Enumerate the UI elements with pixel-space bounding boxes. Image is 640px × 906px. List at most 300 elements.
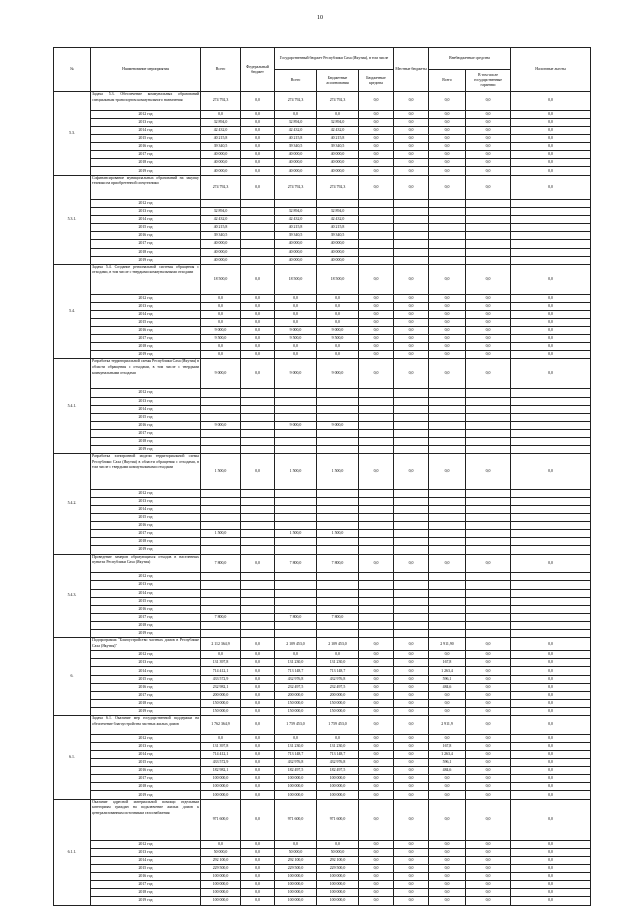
block-value-og: 0,0 bbox=[466, 175, 511, 199]
year-value bbox=[511, 199, 591, 207]
year-value: 0,0 bbox=[466, 742, 511, 750]
year-value bbox=[429, 413, 466, 421]
year-value bbox=[359, 597, 394, 605]
year-value: 39 340,5 bbox=[275, 143, 317, 151]
year-label: 2015 год bbox=[91, 135, 201, 143]
year-value bbox=[317, 573, 359, 581]
year-label: 2012 год bbox=[91, 110, 201, 118]
year-row bbox=[54, 734, 591, 742]
year-value: 0,0 bbox=[511, 675, 591, 683]
year-row bbox=[54, 581, 591, 589]
year-value: 0,0 bbox=[394, 126, 429, 134]
year-label: 2014 год bbox=[91, 310, 201, 318]
year-value bbox=[317, 597, 359, 605]
year-value bbox=[241, 389, 275, 397]
year-value: 433 572,9 bbox=[201, 675, 241, 683]
year-value: 714 412,1 bbox=[201, 751, 241, 759]
year-label: 2018 год bbox=[91, 159, 201, 167]
year-row bbox=[54, 310, 591, 318]
block-value-total: 2 112 364,9 bbox=[201, 638, 241, 651]
year-value: 0,0 bbox=[359, 881, 394, 889]
year-value: 0,0 bbox=[201, 651, 241, 659]
year-value bbox=[429, 421, 466, 429]
year-value: 0,0 bbox=[201, 294, 241, 302]
year-value: 0,0 bbox=[466, 783, 511, 791]
year-label: 2013 год bbox=[91, 397, 201, 405]
block-value-rsf: 1 759 453,0 bbox=[317, 716, 359, 735]
year-value: 0,0 bbox=[241, 159, 275, 167]
year-value: 7 800,0 bbox=[275, 613, 317, 621]
year-value: 40 215,8 bbox=[201, 135, 241, 143]
block-value-og: 0,0 bbox=[466, 92, 511, 111]
year-value: 0,0 bbox=[511, 659, 591, 667]
year-value bbox=[275, 489, 317, 497]
year-value: 0,0 bbox=[359, 135, 394, 143]
year-row bbox=[54, 389, 591, 397]
block-header-row bbox=[54, 716, 591, 735]
year-value bbox=[317, 429, 359, 437]
block-value-loc: 0,0 bbox=[394, 359, 429, 389]
year-value: 42 432,0 bbox=[201, 216, 241, 224]
year-value: 0,0 bbox=[394, 118, 429, 126]
year-label: 2017 год bbox=[91, 429, 201, 437]
year-row bbox=[54, 397, 591, 405]
year-value bbox=[359, 497, 394, 505]
year-value: 0,0 bbox=[359, 759, 394, 767]
year-label: 2017 год bbox=[91, 775, 201, 783]
year-value: 0,0 bbox=[429, 707, 466, 715]
block-header-row bbox=[54, 638, 591, 651]
year-value: 0,0 bbox=[429, 302, 466, 310]
year-value: 0,0 bbox=[511, 865, 591, 873]
year-value: 0,0 bbox=[359, 751, 394, 759]
year-value bbox=[466, 589, 511, 597]
year-row bbox=[54, 126, 591, 134]
year-value bbox=[359, 530, 394, 538]
year-value: 131 397,8 bbox=[201, 659, 241, 667]
year-value: 9 500,0 bbox=[201, 335, 241, 343]
header-local: Местные бюджеты bbox=[394, 48, 429, 92]
year-value: 0,0 bbox=[429, 889, 466, 897]
year-value bbox=[359, 208, 394, 216]
year-value: 0,0 bbox=[511, 873, 591, 881]
year-value: 0,0 bbox=[241, 135, 275, 143]
year-value bbox=[275, 573, 317, 581]
year-value bbox=[394, 546, 429, 554]
block-value-fed: 0,0 bbox=[241, 799, 275, 840]
year-value bbox=[241, 413, 275, 421]
year-value: 40 000,0 bbox=[275, 151, 317, 159]
year-value bbox=[359, 438, 394, 446]
year-row bbox=[54, 446, 591, 454]
year-label: 2016 год bbox=[91, 605, 201, 613]
year-value bbox=[201, 573, 241, 581]
year-value bbox=[429, 389, 466, 397]
year-value: 150 000,0 bbox=[317, 699, 359, 707]
year-value: 0,0 bbox=[394, 699, 429, 707]
year-value bbox=[359, 389, 394, 397]
year-value: 100 000,0 bbox=[317, 881, 359, 889]
year-value: 0,0 bbox=[359, 110, 394, 118]
block-value-rsf: 2 109 453,0 bbox=[317, 638, 359, 651]
year-value: 0,0 bbox=[359, 699, 394, 707]
year-value: 42 432,0 bbox=[201, 126, 241, 134]
year-value: 0,0 bbox=[394, 783, 429, 791]
year-value: 0,0 bbox=[359, 294, 394, 302]
block-value-og: 0,0 bbox=[466, 454, 511, 490]
year-value: 0,0 bbox=[394, 897, 429, 905]
year-value bbox=[359, 248, 394, 256]
year-value: 0,0 bbox=[359, 742, 394, 750]
year-value bbox=[317, 413, 359, 421]
block-value-rs: 971 600,0 bbox=[275, 799, 317, 840]
block-value-cr: 0,0 bbox=[359, 359, 394, 389]
block-value-total: 274 792,3 bbox=[201, 92, 241, 111]
year-value: 0,0 bbox=[201, 343, 241, 351]
year-value bbox=[275, 605, 317, 613]
budget-table bbox=[53, 47, 591, 906]
header-off-guar: В том числе государственные гарантии bbox=[466, 70, 511, 92]
year-value: 0,0 bbox=[359, 343, 394, 351]
year-value: 0,0 bbox=[275, 110, 317, 118]
year-value: 0,0 bbox=[241, 707, 275, 715]
year-value bbox=[394, 530, 429, 538]
year-value: 229 500,0 bbox=[275, 865, 317, 873]
year-value bbox=[429, 397, 466, 405]
header-federal: Федеральный бюджет bbox=[241, 48, 275, 92]
year-label: 2016 год bbox=[91, 143, 201, 151]
year-value bbox=[317, 621, 359, 629]
year-value: 0,0 bbox=[394, 335, 429, 343]
block-value-rsf: 274 792,3 bbox=[317, 92, 359, 111]
year-value bbox=[511, 248, 591, 256]
year-label: 2015 год bbox=[91, 597, 201, 605]
year-value: 232 497,5 bbox=[275, 683, 317, 691]
year-label: 2013 год bbox=[91, 497, 201, 505]
year-value bbox=[394, 232, 429, 240]
year-value bbox=[359, 621, 394, 629]
year-row bbox=[54, 327, 591, 335]
year-value: 0,0 bbox=[429, 691, 466, 699]
year-value bbox=[201, 522, 241, 530]
year-value: 0,0 bbox=[241, 699, 275, 707]
year-value: 0,0 bbox=[241, 783, 275, 791]
year-value: 0,0 bbox=[201, 310, 241, 318]
year-value: 32 894,0 bbox=[201, 208, 241, 216]
year-value: 40 000,0 bbox=[317, 159, 359, 167]
year-value bbox=[241, 538, 275, 546]
year-value: 0,0 bbox=[466, 699, 511, 707]
year-value bbox=[394, 522, 429, 530]
year-value bbox=[394, 248, 429, 256]
block-header-row bbox=[54, 92, 591, 111]
year-value: 39 340,5 bbox=[317, 143, 359, 151]
year-value: 100 000,0 bbox=[275, 873, 317, 881]
block-value-ot: 0,0 bbox=[429, 454, 466, 490]
year-value: 0,0 bbox=[359, 151, 394, 159]
year-value: 40 000,0 bbox=[317, 256, 359, 264]
year-value: 32 894,0 bbox=[317, 118, 359, 126]
year-value bbox=[241, 546, 275, 554]
year-value bbox=[466, 522, 511, 530]
year-value: 714 412,1 bbox=[201, 667, 241, 675]
year-label: 2013 год bbox=[91, 208, 201, 216]
year-value bbox=[201, 581, 241, 589]
year-value: 0,0 bbox=[241, 151, 275, 159]
year-value bbox=[201, 589, 241, 597]
year-value: 0,0 bbox=[511, 667, 591, 675]
year-value: 0,0 bbox=[275, 343, 317, 351]
year-value: 0,0 bbox=[241, 840, 275, 848]
year-value bbox=[466, 514, 511, 522]
year-value bbox=[359, 505, 394, 513]
year-value: 40 215,8 bbox=[275, 224, 317, 232]
year-value: 0,0 bbox=[394, 683, 429, 691]
year-value: 0,0 bbox=[394, 848, 429, 856]
year-value bbox=[317, 505, 359, 513]
year-row bbox=[54, 294, 591, 302]
header-tax: Налоговые льготы bbox=[511, 48, 591, 92]
year-value bbox=[241, 421, 275, 429]
block-value-cr: 0,0 bbox=[359, 799, 394, 840]
year-value: 0,0 bbox=[429, 327, 466, 335]
year-row bbox=[54, 110, 591, 118]
year-row bbox=[54, 216, 591, 224]
year-value: 0,0 bbox=[466, 707, 511, 715]
year-value bbox=[241, 248, 275, 256]
year-value: 0,0 bbox=[466, 126, 511, 134]
year-value bbox=[317, 522, 359, 530]
year-value: 0,0 bbox=[511, 699, 591, 707]
year-value bbox=[511, 629, 591, 637]
year-value bbox=[394, 605, 429, 613]
year-value bbox=[317, 446, 359, 454]
year-value: 229 500,0 bbox=[317, 865, 359, 873]
year-value: 0,0 bbox=[241, 791, 275, 799]
year-value bbox=[511, 514, 591, 522]
year-label: 2012 год bbox=[91, 489, 201, 497]
year-value bbox=[201, 621, 241, 629]
year-label: 2019 год bbox=[91, 546, 201, 554]
year-value: 0,0 bbox=[241, 759, 275, 767]
year-value bbox=[466, 581, 511, 589]
year-value bbox=[429, 224, 466, 232]
year-value bbox=[394, 497, 429, 505]
year-label: 2019 год bbox=[91, 791, 201, 799]
year-value: 42 432,0 bbox=[275, 216, 317, 224]
year-value bbox=[394, 629, 429, 637]
year-value bbox=[466, 597, 511, 605]
year-value: 0,0 bbox=[394, 310, 429, 318]
year-value bbox=[201, 438, 241, 446]
year-value bbox=[241, 405, 275, 413]
year-value bbox=[359, 429, 394, 437]
year-value: 0,0 bbox=[241, 881, 275, 889]
year-value bbox=[429, 514, 466, 522]
year-value: 0,0 bbox=[466, 327, 511, 335]
year-label: 2012 год bbox=[91, 294, 201, 302]
year-value bbox=[201, 538, 241, 546]
year-value: 0,0 bbox=[241, 742, 275, 750]
year-value: 32 894,0 bbox=[275, 118, 317, 126]
year-label: 2013 год bbox=[91, 581, 201, 589]
year-value bbox=[359, 613, 394, 621]
year-label: 2015 год bbox=[91, 413, 201, 421]
year-value: 0,0 bbox=[394, 791, 429, 799]
year-value: 40 000,0 bbox=[201, 151, 241, 159]
year-value: 0,0 bbox=[394, 167, 429, 175]
year-row bbox=[54, 240, 591, 248]
year-value: 150 000,0 bbox=[201, 707, 241, 715]
year-value: 0,0 bbox=[466, 118, 511, 126]
year-value: 0,0 bbox=[429, 310, 466, 318]
block-value-og: 0,0 bbox=[466, 359, 511, 389]
year-value: 0,0 bbox=[394, 343, 429, 351]
year-value: 100 000,0 bbox=[317, 791, 359, 799]
year-row bbox=[54, 783, 591, 791]
year-value bbox=[275, 397, 317, 405]
year-label: 2014 год bbox=[91, 505, 201, 513]
year-value: 0,0 bbox=[359, 873, 394, 881]
year-value: 40 000,0 bbox=[317, 151, 359, 159]
block-number: 6. bbox=[54, 638, 91, 716]
year-row bbox=[54, 856, 591, 864]
year-value bbox=[394, 505, 429, 513]
year-value: 229 500,0 bbox=[201, 865, 241, 873]
year-value: 0,0 bbox=[511, 126, 591, 134]
year-value: 0,0 bbox=[359, 783, 394, 791]
year-value: 0,0 bbox=[201, 110, 241, 118]
year-value: 40 000,0 bbox=[201, 240, 241, 248]
year-value: 0,0 bbox=[275, 318, 317, 326]
year-value: 0,0 bbox=[429, 318, 466, 326]
year-value: 1 500,0 bbox=[317, 530, 359, 538]
year-value bbox=[466, 421, 511, 429]
year-value: 0,0 bbox=[241, 343, 275, 351]
year-value: 0,0 bbox=[201, 734, 241, 742]
year-label: 2019 год bbox=[91, 629, 201, 637]
block-value-rs: 1 759 453,0 bbox=[275, 716, 317, 735]
year-value: 0,0 bbox=[317, 110, 359, 118]
year-value: 0,0 bbox=[359, 775, 394, 783]
year-label: 2016 год bbox=[91, 683, 201, 691]
year-value: 200 000,0 bbox=[275, 691, 317, 699]
year-value: 50 000,0 bbox=[275, 848, 317, 856]
year-label: 2018 год bbox=[91, 699, 201, 707]
year-value bbox=[466, 497, 511, 505]
year-row bbox=[54, 683, 591, 691]
year-label: 2016 год bbox=[91, 873, 201, 881]
year-row bbox=[54, 621, 591, 629]
year-value: 0,0 bbox=[466, 734, 511, 742]
year-value bbox=[359, 413, 394, 421]
year-value: 0,0 bbox=[394, 751, 429, 759]
year-value bbox=[511, 538, 591, 546]
year-value bbox=[511, 546, 591, 554]
year-value: 0,0 bbox=[201, 351, 241, 359]
year-value bbox=[275, 581, 317, 589]
block-value-cr: 0,0 bbox=[359, 716, 394, 735]
block-value-fed: 0,0 bbox=[241, 264, 275, 294]
year-value bbox=[241, 397, 275, 405]
year-row bbox=[54, 699, 591, 707]
year-value: 0,0 bbox=[317, 302, 359, 310]
year-row bbox=[54, 302, 591, 310]
year-label: 2012 год bbox=[91, 840, 201, 848]
year-value bbox=[359, 397, 394, 405]
year-row bbox=[54, 489, 591, 497]
year-value: 39 340,5 bbox=[201, 232, 241, 240]
year-value: 0,0 bbox=[511, 881, 591, 889]
year-value: 0,0 bbox=[359, 691, 394, 699]
year-value bbox=[466, 613, 511, 621]
year-row bbox=[54, 343, 591, 351]
year-value: 0,0 bbox=[359, 683, 394, 691]
block-value-rsf: 971 600,0 bbox=[317, 799, 359, 840]
year-value: 100 000,0 bbox=[201, 783, 241, 791]
year-value bbox=[394, 489, 429, 497]
year-label: 2014 год bbox=[91, 667, 201, 675]
year-label: 2015 год bbox=[91, 514, 201, 522]
year-value bbox=[201, 505, 241, 513]
year-value: 0,0 bbox=[394, 351, 429, 359]
year-value: 0,0 bbox=[359, 302, 394, 310]
year-value bbox=[317, 389, 359, 397]
year-label: 2019 год bbox=[91, 167, 201, 175]
block-value-og: 0,0 bbox=[466, 638, 511, 651]
block-value-rs: 274 792,3 bbox=[275, 175, 317, 199]
year-value: 0,0 bbox=[466, 856, 511, 864]
year-label: 2014 год bbox=[91, 751, 201, 759]
year-label: 2017 год bbox=[91, 335, 201, 343]
year-value bbox=[241, 224, 275, 232]
block-value-og: 0,0 bbox=[466, 799, 511, 840]
year-value bbox=[429, 613, 466, 621]
year-value: 0,0 bbox=[511, 767, 591, 775]
year-label: 2017 год bbox=[91, 613, 201, 621]
year-value: 0,0 bbox=[241, 310, 275, 318]
year-value: 0,0 bbox=[466, 775, 511, 783]
year-value: 0,0 bbox=[275, 294, 317, 302]
year-value bbox=[201, 199, 241, 207]
year-value bbox=[275, 389, 317, 397]
year-value: 0,0 bbox=[241, 865, 275, 873]
year-value bbox=[511, 397, 591, 405]
year-value: 0,0 bbox=[241, 294, 275, 302]
year-value: 0,0 bbox=[317, 840, 359, 848]
year-label: 2018 год bbox=[91, 438, 201, 446]
year-value bbox=[466, 605, 511, 613]
year-value bbox=[241, 232, 275, 240]
year-value: 9 000,0 bbox=[201, 327, 241, 335]
year-value bbox=[275, 438, 317, 446]
year-label: 2017 год bbox=[91, 881, 201, 889]
year-value: 0,0 bbox=[466, 310, 511, 318]
year-row bbox=[54, 573, 591, 581]
year-value: 0,0 bbox=[241, 651, 275, 659]
header-num: № bbox=[54, 48, 91, 92]
year-label: 2015 год bbox=[91, 759, 201, 767]
year-label: 2016 год bbox=[91, 522, 201, 530]
year-value: 0,0 bbox=[429, 126, 466, 134]
year-value: 0,0 bbox=[429, 118, 466, 126]
year-value: 0,0 bbox=[466, 159, 511, 167]
year-row bbox=[54, 135, 591, 143]
year-value: 0,0 bbox=[359, 767, 394, 775]
year-row bbox=[54, 530, 591, 538]
year-value bbox=[511, 621, 591, 629]
year-value: 200 000,0 bbox=[317, 691, 359, 699]
